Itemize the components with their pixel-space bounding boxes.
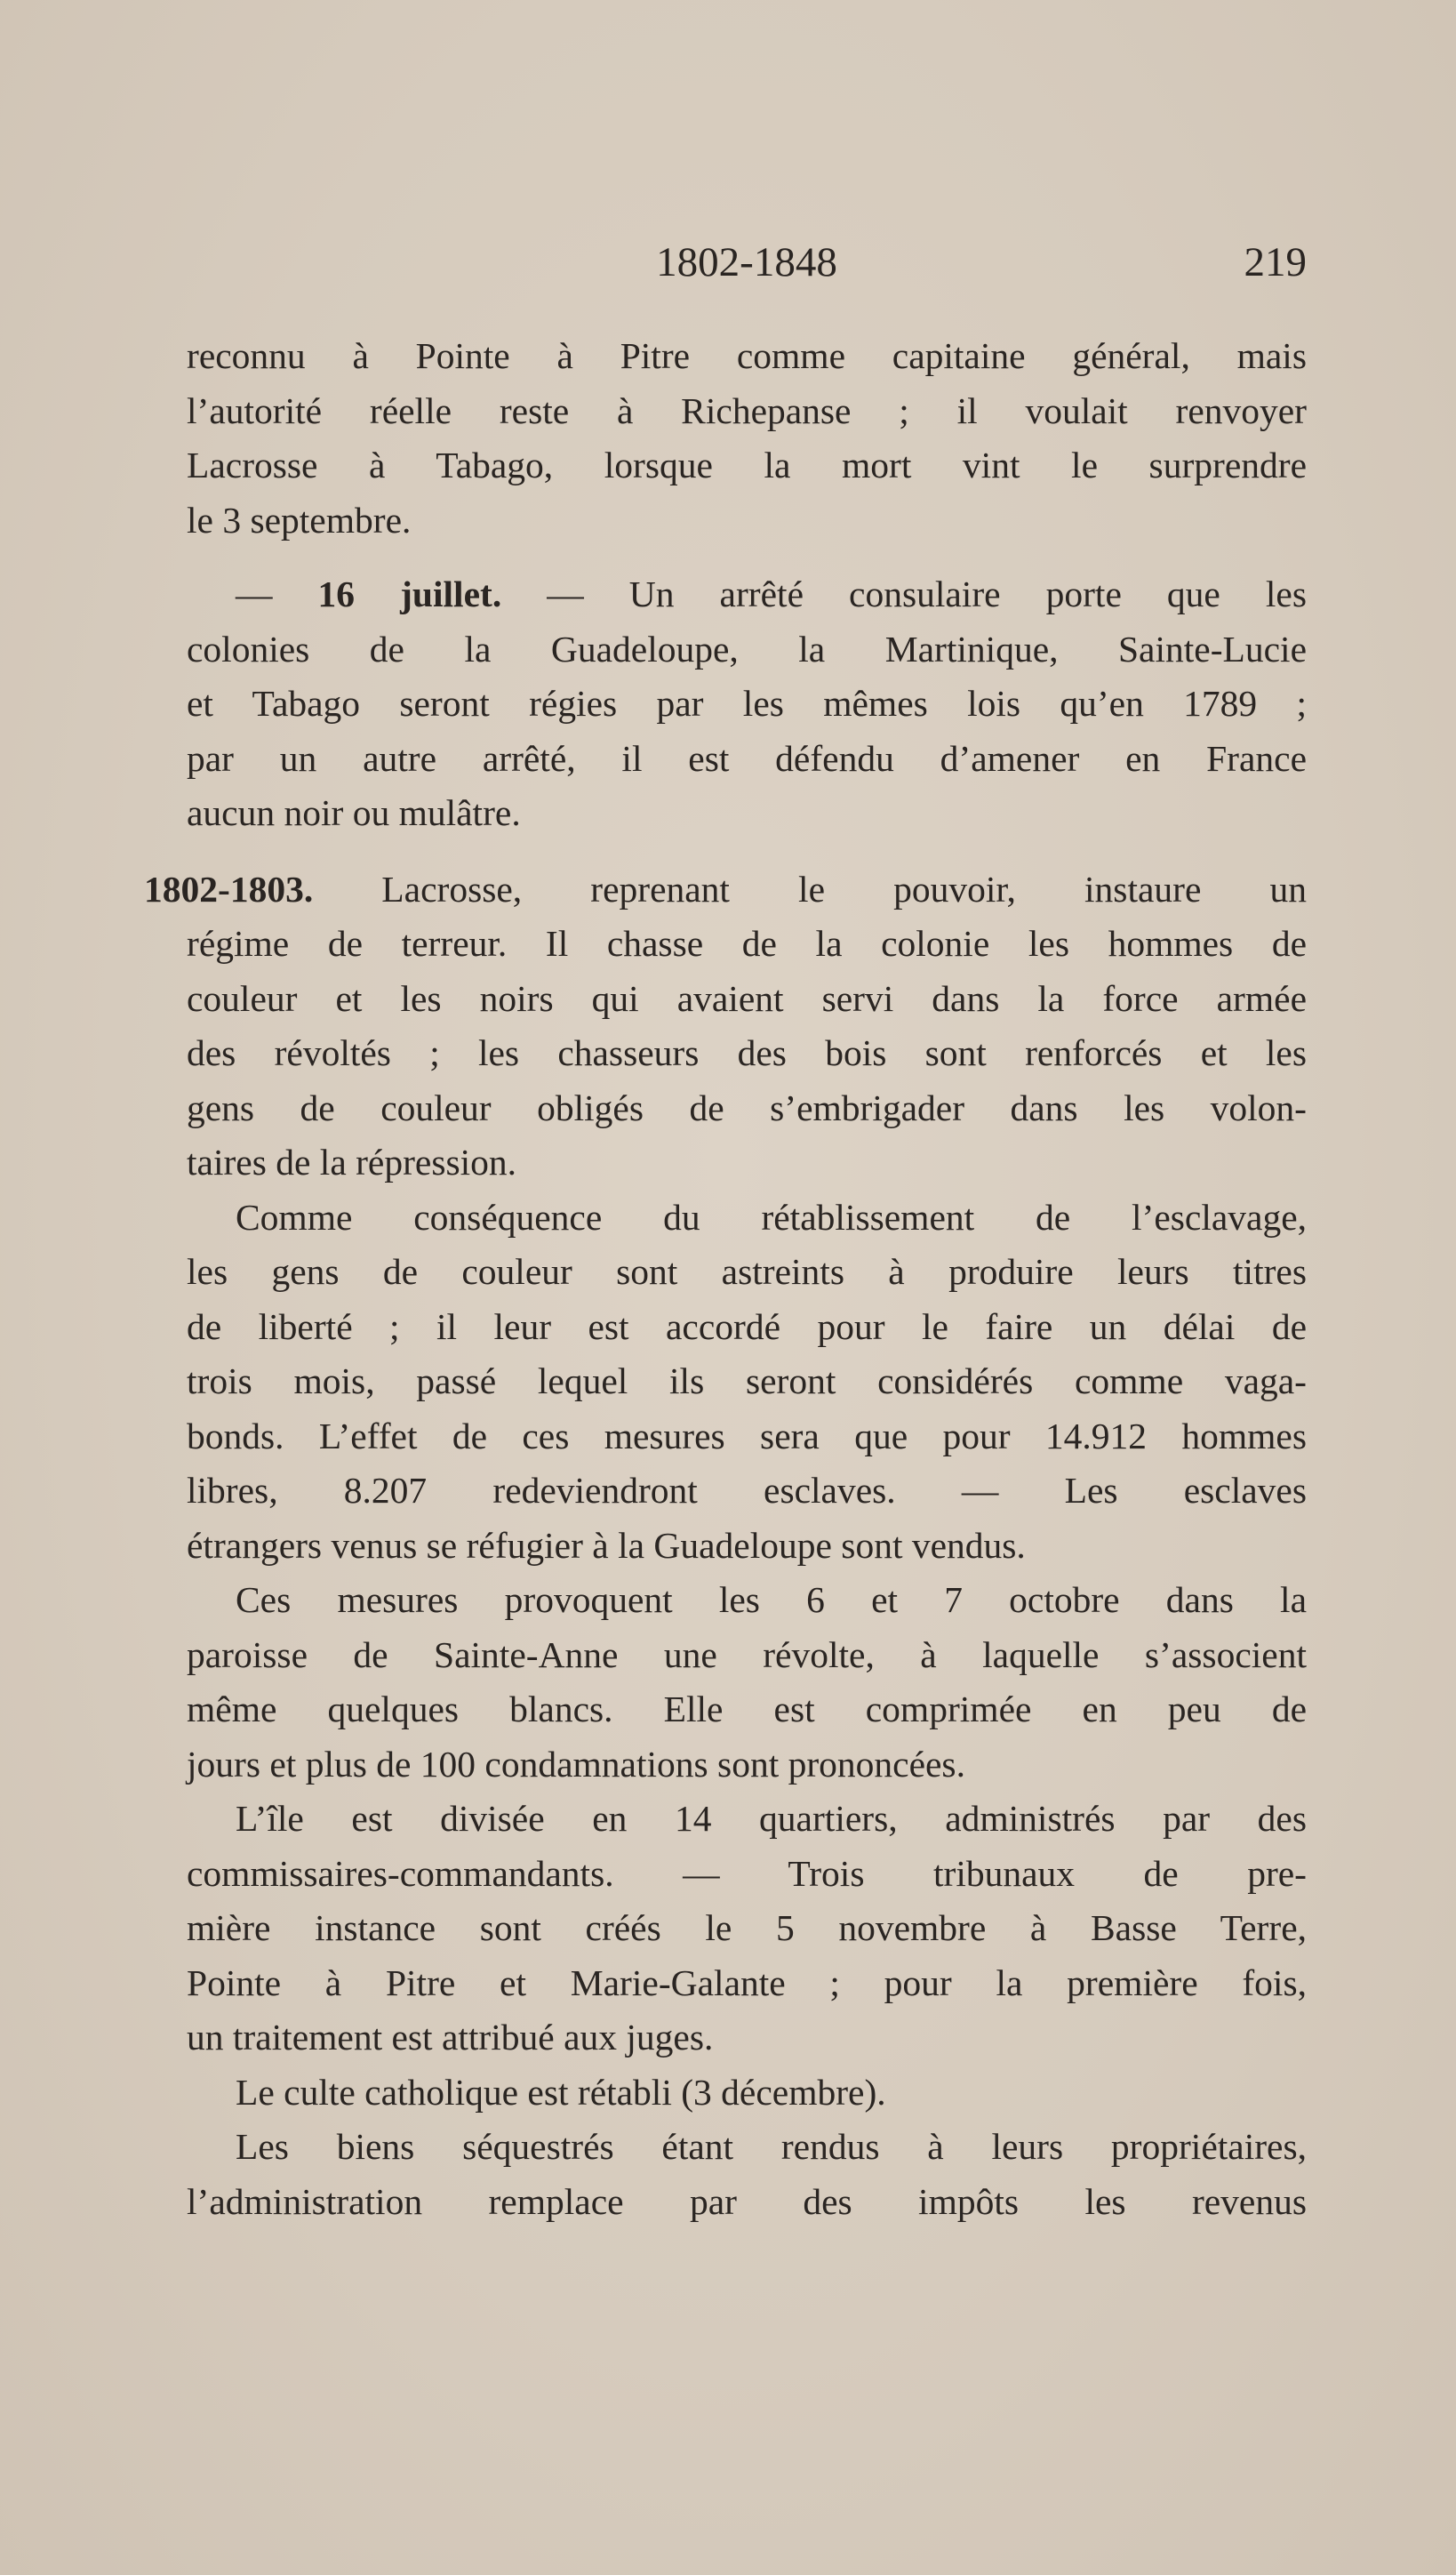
text-line: par un autre arrêté, il est défendu d’amener en France (187, 737, 1307, 779)
date-label: 16 juillet. (317, 574, 502, 614)
paragraph-gap (187, 841, 1307, 862)
text-line: trois mois, passé lequel ils seront considérés comme vaga- (187, 1360, 1307, 1401)
text-line: colonies de la Guadeloupe, la Martinique, Sainte-Lucie (187, 628, 1307, 670)
text-line: jours et plus de 100 condamnations sont prononcées. (187, 1743, 965, 1785)
text-line: libres, 8.207 redeviendront esclaves. — Les esclaves (187, 1470, 1307, 1511)
text-line: commissaires-commandants. — Trois tribunaux de pre- (187, 1852, 1307, 1894)
text-line: Lacrosse à Tabago, lorsque la mort vint le surprendre (187, 445, 1307, 485)
text-line-dated: — 16 juillet. — Un arrêté consulaire porte que les (236, 574, 1307, 614)
text-line: Ces mesures provoquent les 6 et 7 octobre dans la (236, 1579, 1307, 1620)
text-line: le 3 septembre. (187, 499, 412, 541)
text-line: taires de la répression. (187, 1142, 517, 1183)
text-line: l’autorité réelle reste à Richepanse ; il voulait renvoyer (187, 389, 1307, 431)
text-line: des révoltés ; les chasseurs des bois sont renforcés et les (187, 1032, 1307, 1073)
text-line: mière instance sont créés le 5 novembre à Basse Terre, (187, 1907, 1307, 1948)
text-line: régime de terreur. Il chasse de la colonie les hommes de (187, 923, 1307, 964)
text-line: paroisse de Sainte-Anne une révolte, à laquelle s’associent (187, 1633, 1307, 1675)
text-line: de liberté ; il leur est accordé pour le faire un délai de (187, 1305, 1307, 1347)
text-line: bonds. L’effet de ces mesures sera que pour 14.912 hommes (187, 1415, 1307, 1456)
text-line: couleur et les noirs qui avaient servi dans la force armée (187, 977, 1307, 1019)
text-line: même quelques blancs. Elle est comprimée en peu de (187, 1689, 1307, 1729)
page-number: 219 (1244, 239, 1307, 285)
body-text (144, 329, 1307, 2229)
text-line: L’île est divisée en 14 quartiers, administrés par des (236, 1798, 1307, 1839)
text-line: et Tabago seront régies par les mêmes lois qu’en 1789 ; (187, 683, 1307, 724)
text-line: Comme conséquence du rétablissement de l’esclavage, (236, 1196, 1307, 1238)
running-title: 1802-1848 (656, 239, 837, 285)
text-line-dated: 1802-1803. Lacrosse, reprenant le pouvoir, instaure un (144, 868, 1307, 910)
text-line: aucun noir ou mulâtre. (187, 792, 521, 833)
text-line: les gens de couleur sont astreints à produire leurs titres (187, 1251, 1307, 1292)
text-line: un traitement est attribué aux juges. (187, 2017, 714, 2058)
paragraph-gap (187, 548, 1307, 567)
text-line: l’administration remplace par des impôts les revenus (187, 2180, 1307, 2222)
text-line: Le culte catholique est rétabli (3 décembre). (236, 2071, 886, 2113)
text-line: Pointe à Pitre et Marie-Galante ; pour la première fois, (187, 1961, 1307, 2003)
text-line: reconnu à Pointe à Pitre comme capitaine général, mais (187, 335, 1307, 376)
page-header (187, 238, 1307, 292)
text-line: étrangers venus se réfugier à la Guadeloupe sont vendus. (187, 1524, 1026, 1566)
text-line: gens de couleur obligés de s’embrigader dans les volon- (187, 1087, 1307, 1128)
text-line: Les biens séquestrés étant rendus à leurs propriétaires, (236, 2126, 1307, 2167)
date-label: 1802-1803. (144, 868, 314, 910)
